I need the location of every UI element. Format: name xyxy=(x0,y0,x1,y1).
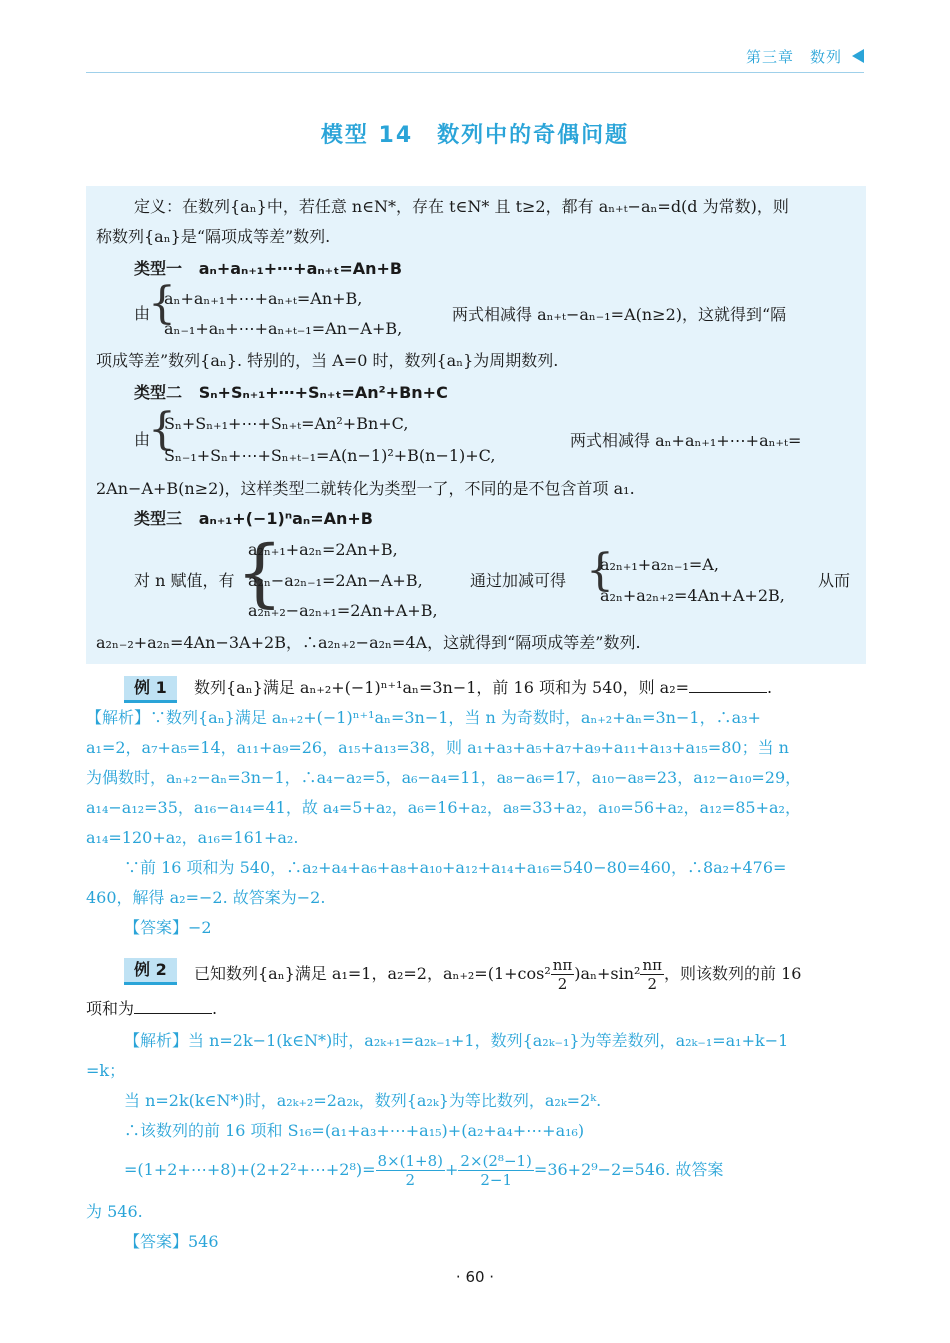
fraction-numerator: 8×(1+8) xyxy=(377,1152,444,1170)
fraction-numerator: nπ xyxy=(552,956,573,974)
type1-equation-2: aₙ₋₁+aₙ+⋯+aₙ₊ₜ₋₁=An−A+B, xyxy=(164,319,403,338)
type2-label: 类型二 xyxy=(134,383,183,402)
type1-line-3: 项成等差”数列{aₙ}. 特别的，当 A=0 时，数列{aₙ}为周期数列. xyxy=(96,351,559,370)
example-2-question-part: )aₙ+sin² xyxy=(574,964,641,983)
type3-equation-3: a₂ₙ₊₂−a₂ₙ₊₁=2An+A+B, xyxy=(248,601,438,620)
left-brace-icon: { xyxy=(148,278,176,329)
type1-equation-1: aₙ+aₙ₊₁+⋯+aₙ₊ₜ=An+B, xyxy=(164,289,363,308)
example-2-solution-line: =k； xyxy=(86,1061,126,1080)
example-1-question-text: 数列{aₙ}满足 aₙ₊₂+(−1)ⁿ⁺¹aₙ=3n−1，前 16 项和为 540，则 a₂= xyxy=(194,678,690,697)
type3-result-1: a₂ₙ₊₁+a₂ₙ₋₁=A, xyxy=(600,555,719,574)
example-2-solution-line: 为 546. xyxy=(86,1202,143,1221)
example-2-question-part: ，则该数列的前 16 xyxy=(663,964,802,983)
type1-formula: aₙ+aₙ₊₁+⋯+aₙ₊ₜ=An+B xyxy=(198,259,403,278)
fraction xyxy=(551,956,575,993)
example-2-question-text: 项和为 xyxy=(86,999,135,1018)
definition-box xyxy=(86,186,866,664)
example-2-solution-line: 当 n=2k(k∈N*)时，a₂ₖ₊₂=2a₂ₖ，数列{a₂ₖ}为等比数列，a₂ₖ=2ᵏ. xyxy=(124,1091,602,1110)
solution-part: =36+2⁹−2=546. 故答案 xyxy=(533,1160,724,1179)
example-1-tag: 例 1 xyxy=(124,676,177,703)
type3-equation-1: a₂ₙ₊₁+a₂ₙ=2An+B, xyxy=(248,540,398,559)
example-2-question-line-2: 项和为 . xyxy=(86,999,218,1018)
answer-blank xyxy=(134,999,212,1014)
type1-heading xyxy=(134,258,402,280)
fraction-denominator: 2 xyxy=(557,975,568,993)
type3-heading xyxy=(134,508,373,530)
example-1-answer: 【答案】−2 xyxy=(124,918,212,937)
type1-subtract: 两式相减得 aₙ₊ₜ−aₙ₋₁=A(n≥2)，这就得到“隔 xyxy=(452,305,787,324)
chapter-title: 第三章 数列 xyxy=(745,48,842,66)
type2-line-3: 2An−A+B(n≥2)，这样类型二就转化为类型一了，不同的是不包含首项 a₁. xyxy=(96,479,635,498)
example-2-question-part: 已知数列{aₙ}满足 a₁=1，a₂=2，aₙ₊₂=(1+cos² xyxy=(194,964,551,983)
example-2-answer: 【答案】546 xyxy=(124,1232,219,1251)
left-brace-icon: { xyxy=(148,404,176,455)
type3-label: 类型三 xyxy=(134,509,183,528)
running-header xyxy=(86,42,864,73)
fraction-denominator: 2−1 xyxy=(480,1171,512,1189)
type2-formula: Sₙ+Sₙ₊₁+⋯+Sₙ₊ₜ=An²+Bn+C xyxy=(198,383,448,402)
fraction xyxy=(376,1152,445,1189)
type3-result-2: a₂ₙ+a₂ₙ₊₂=4An+A+2B, xyxy=(600,586,785,605)
example-2-solution-line: ∴该数列的前 16 项和 S₁₆=(a₁+a₃+⋯+a₁₅)+(a₂+a₄+⋯+a₁₆) xyxy=(124,1121,585,1140)
type1-by: 由 xyxy=(134,304,151,323)
type2-equation-2: Sₙ₋₁+Sₙ+⋯+Sₙ₊ₜ₋₁=A(n−1)²+B(n−1)+C, xyxy=(164,446,496,465)
example-1-question: 数列{aₙ}满足 aₙ₊₂+(−1)ⁿ⁺¹aₙ=3n−1，前 16 项和为 540，则 a₂= . xyxy=(194,678,773,697)
fraction xyxy=(458,1152,533,1189)
example-2-solution-line xyxy=(124,1150,723,1190)
type2-by: 由 xyxy=(134,430,151,449)
example-1-solution-line: a₁=2，a₇+a₅=14，a₁₁+a₉=26，a₁₅+a₁₃=38，则 a₁+a₃+a₅+a₇+a₉+a₁₁+a₁₃+a₁₅=80；当 n xyxy=(86,738,789,757)
fraction-denominator: 2 xyxy=(405,1171,416,1189)
type3-then: 从而 xyxy=(818,571,851,590)
solution-part: =(1+2+⋯+8)+(2+2²+⋯+2⁸)= xyxy=(124,1160,376,1179)
type3-equation-2: a₂ₙ−a₂ₙ₋₁=2An−A+B, xyxy=(248,571,423,590)
example-1-solution-line: a₁₄=120+a₂，a₁₆=161+a₂. xyxy=(86,828,299,847)
fraction-denominator: 2 xyxy=(647,975,657,993)
left-brace-icon: { xyxy=(586,545,614,596)
type3-middle-text: 通过加减可得 xyxy=(470,571,567,590)
answer-blank xyxy=(689,678,767,693)
fraction-numerator: nπ xyxy=(642,956,662,974)
definition-line-2: 称数列{aₙ}是“隔项成等差”数列. xyxy=(96,227,331,246)
type2-equation-1: Sₙ+Sₙ₊₁+⋯+Sₙ₊ₜ=An²+Bn+C, xyxy=(164,414,409,433)
type2-subtract: 两式相减得 aₙ+aₙ₊₁+⋯+aₙ₊ₜ= xyxy=(570,431,802,450)
left-brace-icon: { xyxy=(236,530,284,616)
solution-part: + xyxy=(445,1160,459,1179)
fraction-numerator: 2×(2⁸−1) xyxy=(460,1152,532,1170)
type1-label: 类型一 xyxy=(134,259,183,278)
triangle-marker-icon xyxy=(852,49,864,63)
example-1-solution-line: ∵前 16 项和为 540，∴a₂+a₄+a₆+a₈+a₁₀+a₁₂+a₁₄+a₁₆=540−80=460，∴8a₂+476= xyxy=(124,858,787,877)
section-title: 模型 14 数列中的奇偶问题 xyxy=(320,123,630,148)
definition-line-1: 定义：在数列{aₙ}中，若任意 n∈N*，存在 t∈N* 且 t≥2，都有 aₙ₊ₜ−aₙ=d(d 为常数)，则 xyxy=(134,197,789,216)
page-number: · 60 · xyxy=(455,1268,495,1286)
type3-last-line: a₂ₙ₋₂+a₂ₙ=4An−3A+2B，∴a₂ₙ₊₂−a₂ₙ=4A，这就得到“隔项成等差”数列. xyxy=(96,633,641,652)
example-1-solution-line: a₁₄−a₁₂=35，a₁₆−a₁₄=41，故 a₄=5+a₂，a₆=16+a₂，a₈=33+a₂，a₁₀=56+a₂，a₁₂=85+a₂， xyxy=(86,798,801,817)
example-2-question xyxy=(194,956,801,993)
type3-assign: 对 n 赋值，有 xyxy=(134,571,235,590)
example-1-solution-line: 460，解得 a₂=−2. 故答案为−2. xyxy=(86,888,326,907)
example-2-tag: 例 2 xyxy=(124,958,177,985)
example-2-solution-line: 【解析】当 n=2k−1(k∈N*)时，a₂ₖ₊₁=a₂ₖ₋₁+1，数列{a₂ₖ₋₁}为等差数列，a₂ₖ₋₁=a₁+k−1 xyxy=(124,1031,789,1050)
type3-formula: aₙ₊₁+(−1)ⁿaₙ=An+B xyxy=(198,509,373,528)
example-1-solution-line: 【解析】∵数列{aₙ}满足 aₙ₊₂+(−1)ⁿ⁺¹aₙ=3n−1，当 n 为奇数时，aₙ₊₂+aₙ=3n−1，∴a₃+ xyxy=(86,708,761,727)
type2-heading xyxy=(134,382,448,404)
example-1-solution-line: 为偶数时，aₙ₊₂−aₙ=3n−1，∴a₄−a₂=5，a₆−a₄=11，a₈−a₆=17，a₁₀−a₈=23，a₁₂−a₁₀=29， xyxy=(86,768,802,787)
fraction xyxy=(640,956,664,993)
